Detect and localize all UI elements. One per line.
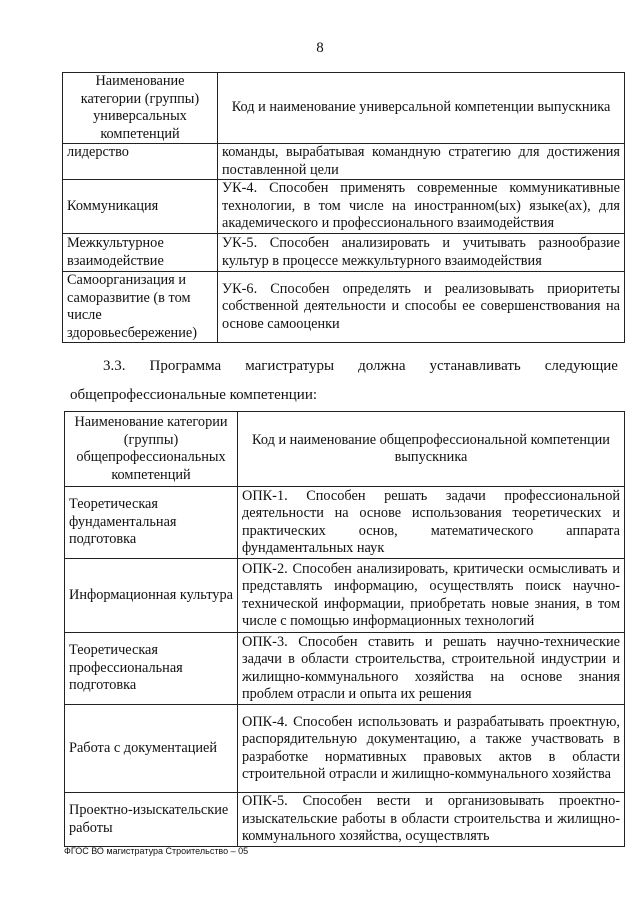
competence-cell: ОПК-5. Способен вести и организовывать проектно-изыскательские работы в области строительства и жилищно-коммунального хозяйства, осуществлять bbox=[238, 793, 625, 847]
table-header-row bbox=[65, 412, 625, 487]
table-row bbox=[63, 272, 625, 343]
competence-cell: ОПК-3. Способен ставить и решать научно-технические задачи в области строительства, строительной индустрии и жилищно-коммунального хозяйства на основе знания проблем отрасли и опыта их решения bbox=[238, 633, 625, 705]
competence-cell: УК-6. Способен определять и реализовывать приоритеты собственной деятельности и способы ее совершенствования на основе самооценки bbox=[218, 272, 625, 343]
category-cell: Информационная культура bbox=[65, 559, 238, 633]
category-cell: лидерство bbox=[63, 144, 218, 180]
category-cell: Работа с документацией bbox=[65, 705, 238, 793]
table-header-row bbox=[63, 73, 625, 144]
table-row bbox=[65, 633, 625, 705]
category-cell: Межкультурное взаимодействие bbox=[63, 234, 218, 272]
paragraph-word: магистратуры bbox=[245, 358, 335, 374]
competence-cell: команды, вырабатывая командную стратегию для достижения поставленной цели bbox=[218, 144, 625, 180]
table-row bbox=[65, 793, 625, 847]
header-category: Наименование категории (группы) общепрофессиональных компетенций bbox=[65, 412, 238, 487]
competence-cell: ОПК-2. Способен анализировать, критически осмысливать и представлять информацию, осуществлять поиск научно-технической информации, приобретать новые знания, в том числе с помощью информационных технологий bbox=[238, 559, 625, 633]
header-competence: Код и наименование общепрофессиональной компетенции выпускника bbox=[238, 412, 625, 487]
table-row bbox=[65, 705, 625, 793]
competence-cell: ОПК-4. Способен использовать и разрабатывать проектную, распорядительную документацию, а также участвовать в разработке нормативных правовых актов в области строительной отрасли и жилищно-коммунального хозяйства bbox=[238, 705, 625, 793]
section-number: 3.3. bbox=[103, 358, 126, 374]
header-category: Наименование категории (группы) универсальных компетенций bbox=[63, 73, 218, 144]
competence-cell: ОПК-1. Способен решать задачи профессиональной деятельности на основе использования теоретических и практических основ, математического аппарата фундаментальных наук bbox=[238, 487, 625, 559]
paragraph-word: устанавливать bbox=[429, 358, 521, 374]
header-competence: Код и наименование универсальной компетенции выпускника bbox=[218, 73, 625, 144]
competence-cell: УК-5. Способен анализировать и учитывать разнообразие культур в процессе межкультурного взаимодействия bbox=[218, 234, 625, 272]
general-professional-competencies-table bbox=[64, 411, 625, 847]
paragraph-word: Программа bbox=[149, 358, 222, 374]
page-number: 8 bbox=[316, 40, 324, 56]
section-paragraph bbox=[70, 357, 618, 405]
paragraph-word: должна bbox=[358, 358, 406, 374]
category-cell: Теоретическая фундаментальная подготовка bbox=[65, 487, 238, 559]
table-row bbox=[63, 144, 625, 180]
category-cell: Теоретическая профессиональная подготовка bbox=[65, 633, 238, 705]
paragraph-line-2: общепрофессиональные компетенции: bbox=[70, 387, 318, 403]
table-row bbox=[63, 180, 625, 234]
table-row bbox=[65, 487, 625, 559]
competence-cell: УК-4. Способен применять современные коммуникативные технологии, в том числе на иностранном(ых) языке(ах), для академического и профессионального взаимодействия bbox=[218, 180, 625, 234]
paragraph-word: следующие bbox=[544, 358, 618, 374]
category-cell: Самоорганизация и саморазвитие (в том числе здоровьесбережение) bbox=[63, 272, 218, 343]
universal-competencies-table bbox=[62, 72, 625, 343]
table-row bbox=[65, 559, 625, 633]
table-row bbox=[63, 234, 625, 272]
category-cell: Коммуникация bbox=[63, 180, 218, 234]
document-footer: ФГОС ВО магистратура Строительство – 05 bbox=[64, 846, 249, 856]
category-cell: Проектно-изыскательские работы bbox=[65, 793, 238, 847]
paragraph-line-1 bbox=[70, 357, 618, 376]
